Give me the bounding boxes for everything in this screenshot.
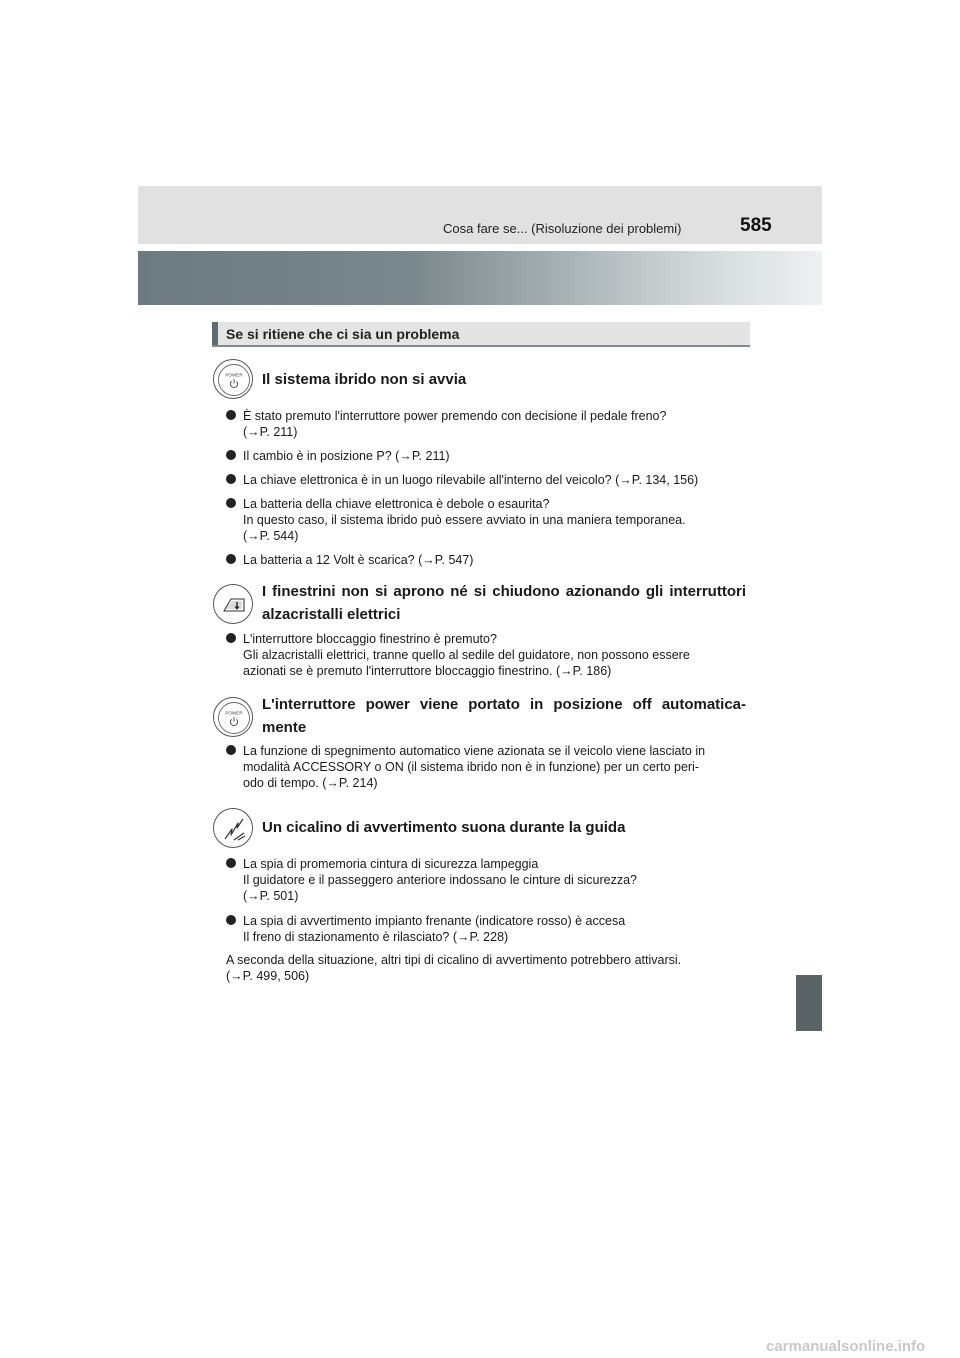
chapter-band <box>138 251 822 305</box>
list-item: La spia di promemoria cintura di sicurezza lampeggia Il guidatore e il passeggero anteriore indossano le cinture di sicurezza? (→P. 501) <box>226 856 746 904</box>
note-paragraph: A seconda della situazione, altri tipi di cicalino di avvertimento potrebbero attivarsi. (→P. 499, 506) <box>226 953 682 983</box>
power-button-icon <box>213 697 253 737</box>
subheading-auto-off: L'interruttore power viene portato in posizione off automatica-mente <box>262 696 746 736</box>
subheading-warning-buzzer: Un cicalino di avvertimento suona durante la guida <box>262 819 626 836</box>
power-window-icon <box>213 584 253 624</box>
list-item: La batteria della chiave elettronica è debole o esaurita? In questo caso, il sistema ibrido può essere avviato in una maniera temporanea. (→P. 544) <box>226 496 746 544</box>
bullet-dot <box>226 915 236 925</box>
bullet-dot <box>226 498 236 508</box>
page-number: 585 <box>740 215 772 236</box>
svg-text:POWER: POWER <box>225 372 243 378</box>
bullet-dot <box>226 554 236 564</box>
bullet-dot <box>226 474 236 484</box>
section-heading-text: Se si ritiene che ci sia un problema <box>226 326 460 342</box>
bullet-dot <box>226 745 236 755</box>
subheading-windows-not-working: I finestrini non si aprono né si chiudono azionando gli interruttori alzacristalli elettrici <box>262 583 746 623</box>
watermark: carmanualsonline.info <box>766 1338 926 1355</box>
list-item: La chiave elettronica è in un luogo rilevabile all'interno del veicolo? (→P. 134, 156) <box>226 472 746 488</box>
list-item: L'interruttore bloccaggio finestrino è premuto? Gli alzacristalli elettrici, tranne quello al sedile del guidatore, non possono essere azionati se è premuto l'interruttore bloccaggio finestrino. (→P. 186) <box>226 631 746 679</box>
list-item: La batteria a 12 Volt è scarica? (→P. 547) <box>226 552 746 568</box>
list-item: La spia di avvertimento impianto frenante (indicatore rosso) è accesa Il freno di stazionamento è rilasciato? (→P. 228) <box>226 913 746 945</box>
running-header-title: Cosa fare se... (Risoluzione dei problemi) <box>443 221 682 236</box>
bullet-dot <box>226 410 236 420</box>
warning-buzzer-icon <box>213 808 253 848</box>
bullet-dot <box>226 858 236 868</box>
list-item: Il cambio è in posizione P? (→P. 211) <box>226 448 746 464</box>
svg-text:POWER: POWER <box>225 710 243 716</box>
chapter-side-tab <box>796 975 822 1031</box>
list-item: La funzione di spegnimento automatico viene azionata se il veicolo viene lasciato in modalità ACCESSORY o ON (il sistema ibrido non è in funzione) per un certo peri- odo di tempo. (→P. 214) <box>226 743 746 791</box>
bullet-dot <box>226 450 236 460</box>
section-heading <box>212 322 750 347</box>
power-button-icon <box>213 359 253 399</box>
subheading-hybrid-not-starting: Il sistema ibrido non si avvia <box>262 371 467 388</box>
list-item: È stato premuto l'interruttore power premendo con decisione il pedale freno? (→P. 211) <box>226 408 746 440</box>
bullet-dot <box>226 633 236 643</box>
